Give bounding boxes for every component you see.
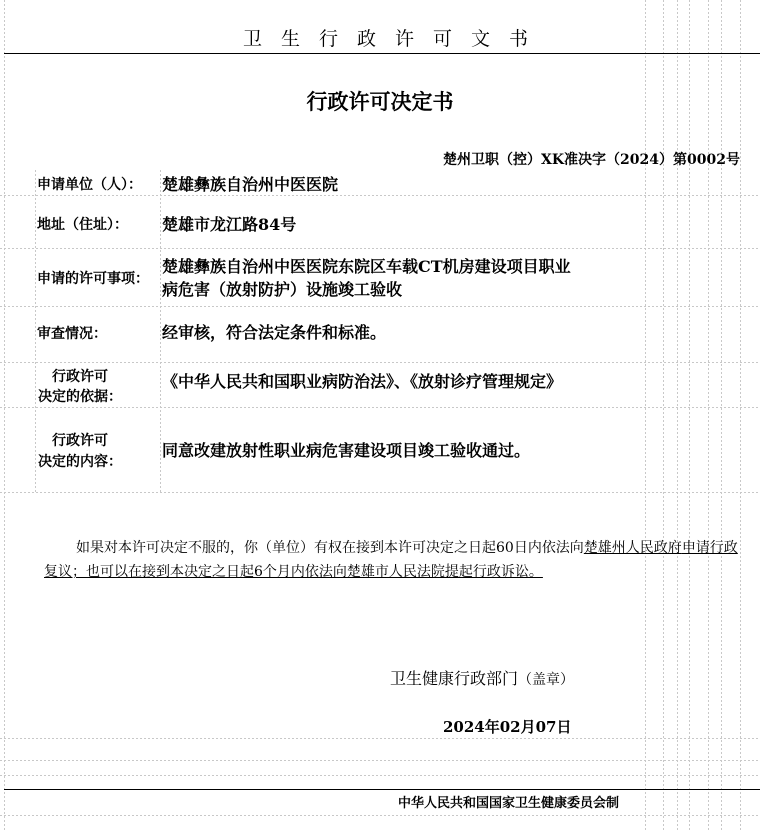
license-matter-label: 申请的许可事项： [37,271,149,287]
license-matter-line2: 病危害（放射防护）设施竣工验收 [162,280,403,299]
decision-content-label-line2: 决定的内容： [38,454,122,470]
footer-issuer: 中华人民共和国国家卫生健康委员会制 [398,796,620,811]
decision-content-label-line1: 行政许可 [52,433,108,449]
issue-date: 2024年02月07日 [443,718,572,736]
decision-basis-label-line2: 决定的依据： [38,389,122,405]
address-value: 楚雄市龙江路84号 [162,215,297,234]
document-title: 行政许可决定书 [306,89,454,114]
appeal-notice-government: 楚雄州人民政府 [583,540,682,556]
review-label: 审查情况： [37,326,107,342]
address-label: 地址（住址）： [37,217,128,233]
header-title: 卫生行政许可文书 [242,28,547,50]
decision-content-value: 同意改建放射性职业病危害建设项目竣工验收通过。 [162,441,531,460]
applicant-value: 楚雄彝族自治州中医医院 [162,175,339,194]
appeal-notice [44,536,744,584]
applicant-label: 申请单位（人）： [37,177,142,193]
decision-basis-label-line1: 行政许可 [52,369,108,385]
issuing-authority-name: 卫生健康行政部门 [390,669,519,688]
appeal-notice-part1: 如果对本许可决定不服的，你（单位）有权在接到本许可决定之日起60日内依法向 [76,540,584,556]
document-number: 楚州卫职（控）XK准决字（2024）第0002号 [443,152,740,168]
appeal-notice-part2: 申请行政复议；也可以在接到本决定之日起6个月内依法向楚雄市人民法院提起行政诉讼。 [44,540,738,580]
seal-note: （盖章） [518,672,575,688]
issuing-authority [390,666,574,689]
license-matter-line1: 楚雄彝族自治州中医医院东院区车载CT机房建设项目职业 [162,257,571,276]
review-value: 经审核，符合法定条件和标准。 [162,323,387,342]
decision-basis-value: 《中华人民共和国职业病防治法》、《放射诊疗管理规定》 [162,372,563,391]
